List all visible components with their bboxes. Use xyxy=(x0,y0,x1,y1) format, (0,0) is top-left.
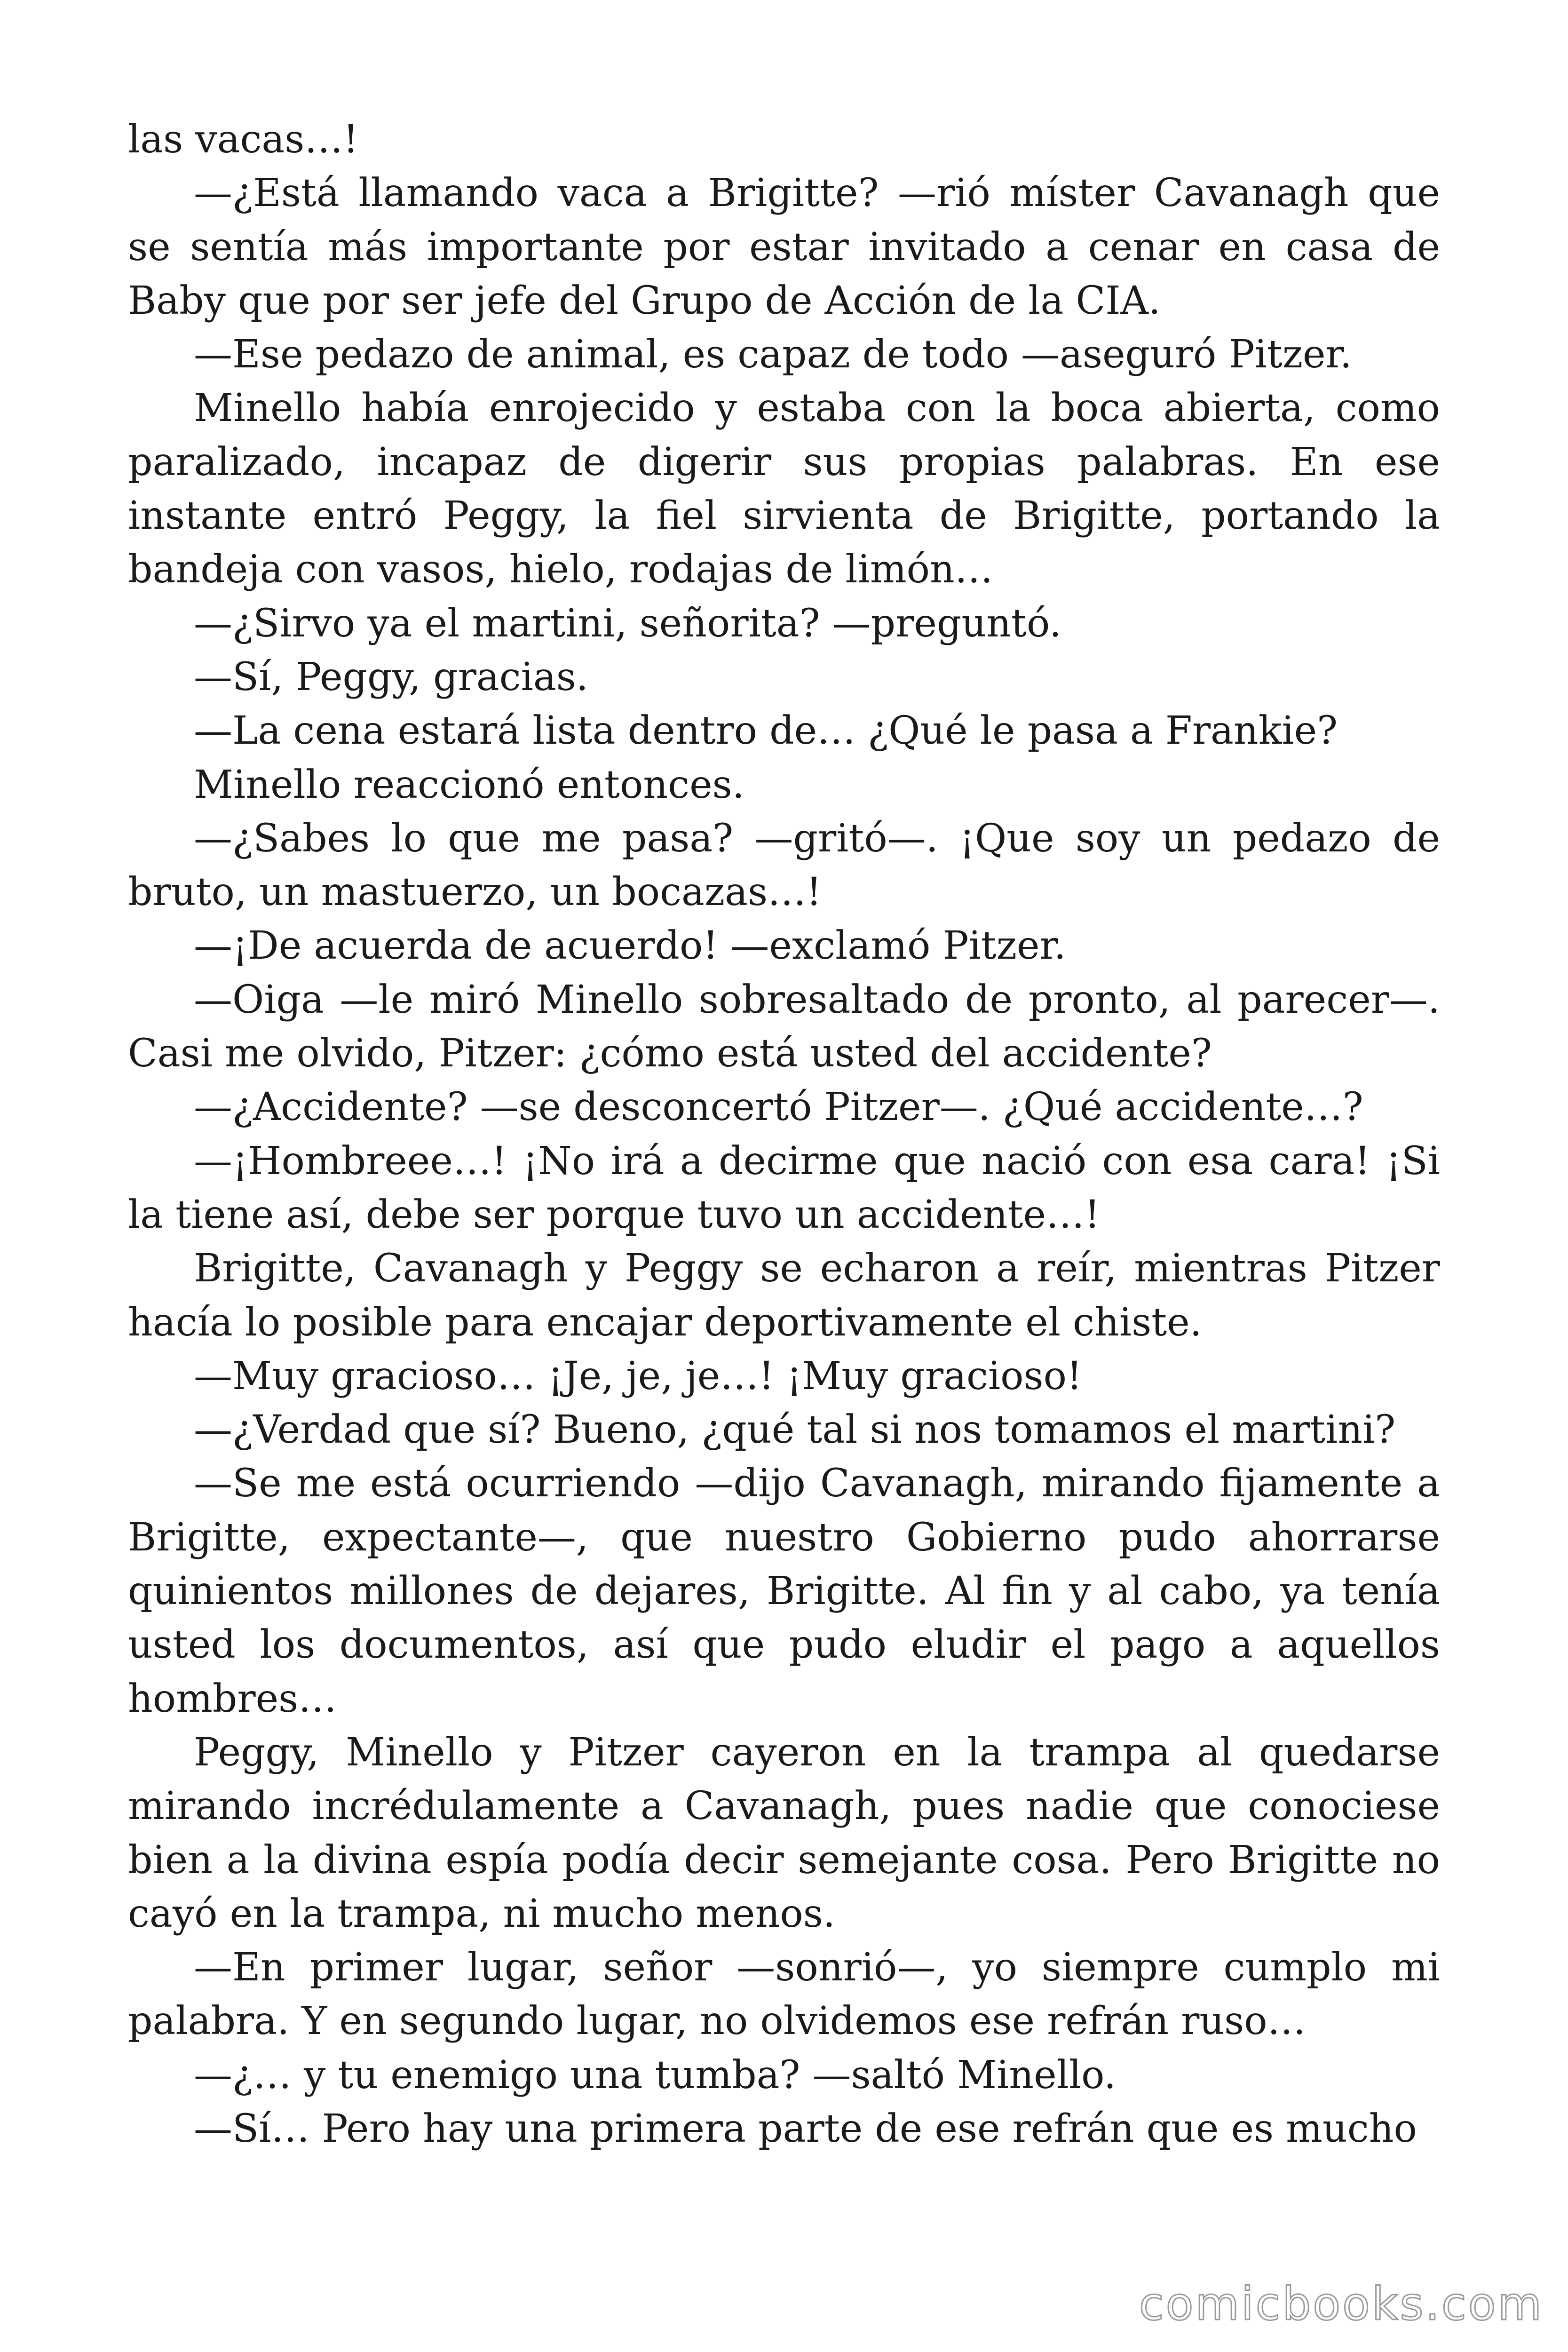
paragraph: Peggy, Minello y Pitzer cayeron en la trampa al quedarse mirando incrédulamente a Cavanagh, pues nadie que conociese bien a la divina espía podía decir semejante cosa. Pero Brigitte no cayó en la trampa, ni mucho menos. xyxy=(128,1730,1440,1936)
paragraph: —¡Hombreee…! ¡No irá a decirme que nació con esa cara! ¡Si la tiene así, debe ser porque tuvo un accidente…! xyxy=(128,1138,1440,1237)
paragraph: —Ese pedazo de animal, es capaz de todo —aseguró Pitzer. xyxy=(194,332,1352,377)
paragraph: las vacas…! xyxy=(128,117,359,162)
paragraph: —¿Sirvo ya el martini, señorita? —preguntó. xyxy=(194,601,1061,646)
paragraph: —Se me está ocurriendo —dijo Cavanagh, mirando fijamente a Brigitte, expectante—, que nuestro Gobierno pudo ahorrarse quinientos millones de dejares, Brigitte. Al fin y al cabo, ya tenía usted los documentos, así que pudo eludir el pago a aquellos hombres… xyxy=(128,1461,1440,1721)
paragraph: —Muy gracioso… ¡Je, je, je…! ¡Muy gracioso! xyxy=(194,1353,1082,1398)
paragraph: —¡De acuerda de acuerdo! —exclamó Pitzer. xyxy=(194,923,1066,969)
body-text xyxy=(128,113,1440,2156)
paragraph: Minello reaccionó entonces. xyxy=(194,762,744,807)
paragraph: —¿Está llamando vaca a Brigitte? —rió míster Cavanagh que se sentía más importante por estar invitado a cenar en casa de Baby que por ser jefe del Grupo de Acción de la CIA. xyxy=(128,171,1440,323)
paragraph: —¿Verdad que sí? Bueno, ¿qué tal si nos tomamos el martini? xyxy=(194,1407,1396,1453)
paragraph: —¿Sabes lo que me pasa? —gritó—. ¡Que soy un pedazo de bruto, un mastuerzo, un bocazas…! xyxy=(128,816,1440,915)
paragraph: —Sí… Pero hay una primera parte de ese refrán que es mucho xyxy=(194,2106,1417,2151)
paragraph: Brigitte, Cavanagh y Peggy se echaron a reír, mientras Pitzer hacía lo posible para encajar deportivamente el chiste. xyxy=(128,1246,1440,1345)
paragraph: —La cena estará lista dentro de… ¿Qué le pasa a Frankie? xyxy=(194,708,1338,754)
paragraph: Minello había enrojecido y estaba con la boca abierta, como paralizado, incapaz de digerir sus propias palabras. En ese instante entró Peggy, la fiel sirvienta de Brigitte, portando la bandeja con vasos, hielo, rodajas de limón… xyxy=(128,386,1440,592)
paragraph: —En primer lugar, señor —sonrió—, yo siempre cumplo mi palabra. Y en segundo lugar, no olvidemos ese refrán ruso… xyxy=(128,1945,1440,2044)
paragraph: —Sí, Peggy, gracias. xyxy=(194,654,588,699)
watermark: comicbooks.com xyxy=(1139,2278,1544,2330)
paragraph: —¿… y tu enemigo una tumba? —saltó Minello. xyxy=(194,2052,1117,2098)
paragraph: —¿Accidente? —se desconcertó Pitzer—. ¿Qué accidente…? xyxy=(194,1085,1363,1130)
paragraph: —Oiga —le miró Minello sobresaltado de pronto, al parecer—. Casi me olvido, Pitzer: ¿cómo está usted del accidente? xyxy=(128,977,1440,1076)
